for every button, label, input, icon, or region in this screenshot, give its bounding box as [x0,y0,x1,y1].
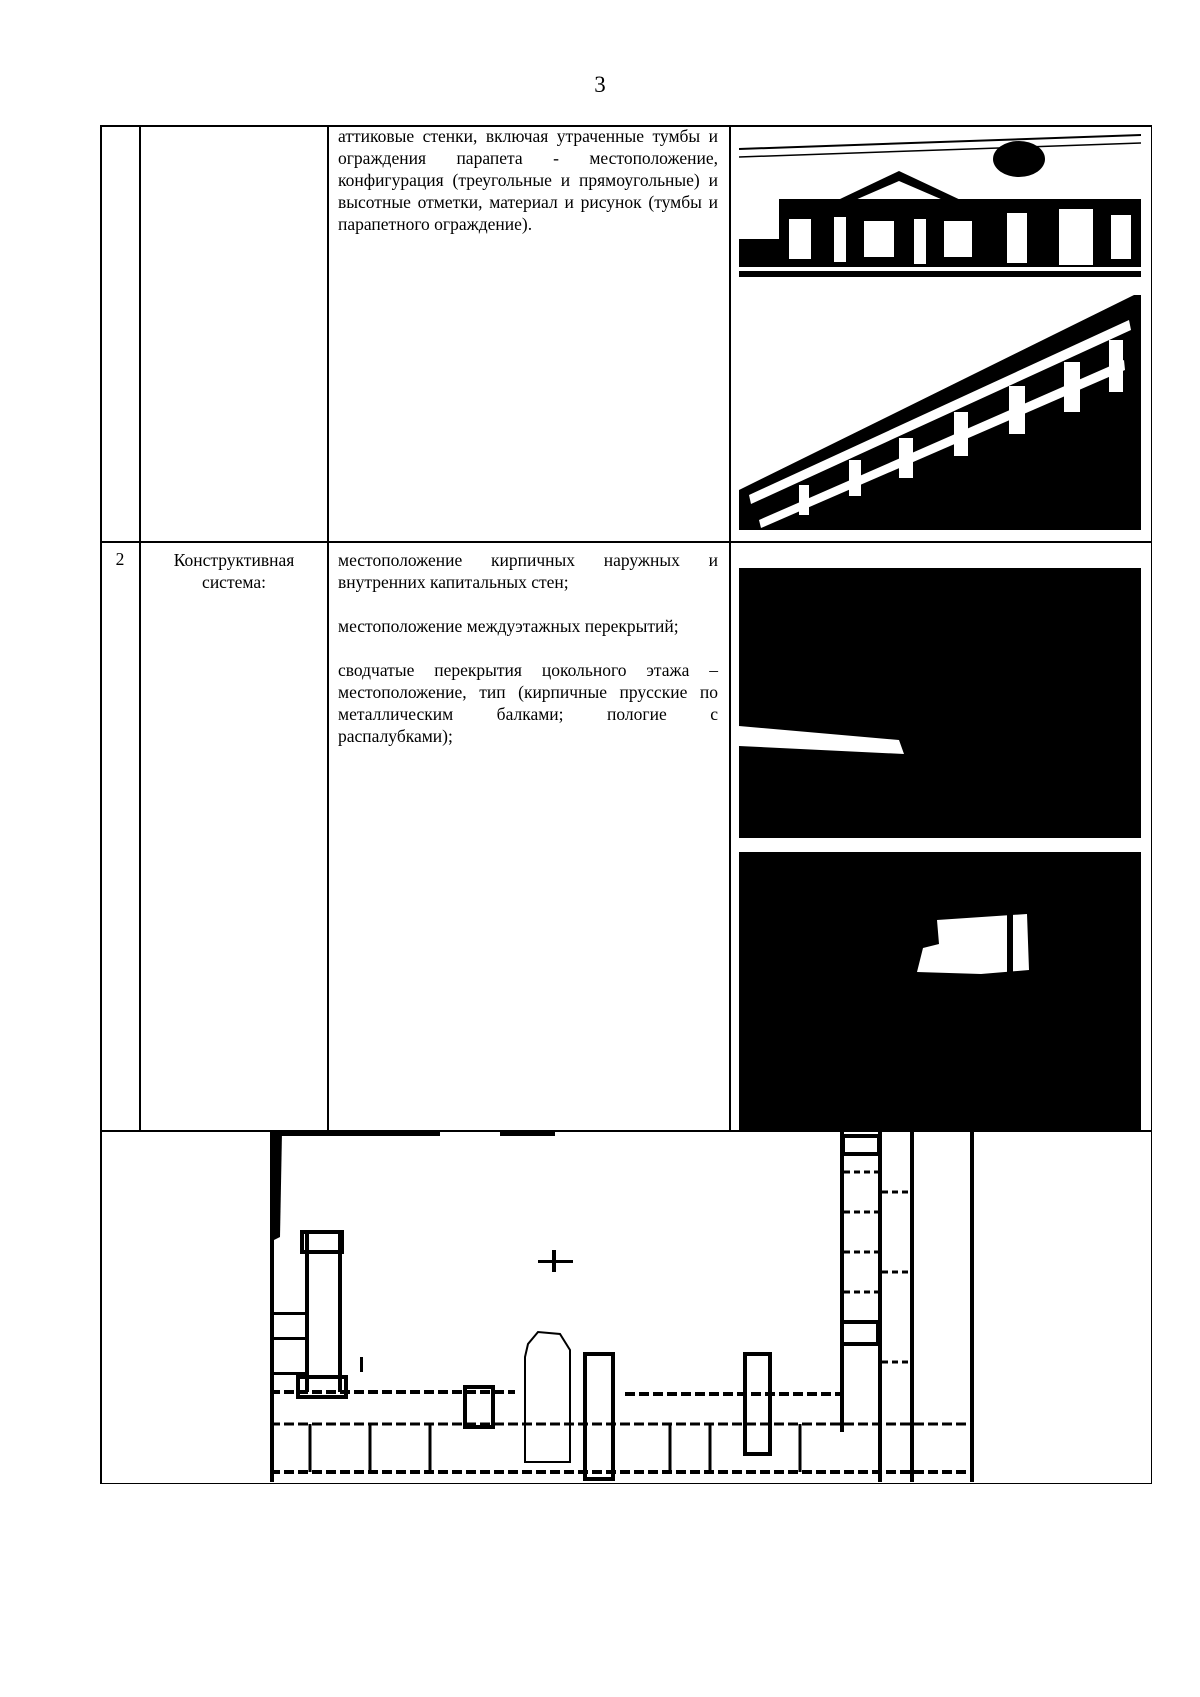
row-2-paragraph-1: местоположение кирпичных наружных и внутренних капитальных стен; [338,550,718,592]
photo-dark-interior-graphic [739,852,1141,1130]
photo-facade-pediment-icon [739,129,1141,277]
col-separator-1 [139,125,141,1131]
photo-dark-interior-icon [739,852,1141,1130]
row-2-paragraph-3: сводчатые перекрытия цокольного этажа – местоположение, тип (кирпичные прусские по металлическим балками; пологие с распалубками); [338,660,718,746]
row-2-name: Конструктивная система: [173,550,295,592]
col-separator-3 [729,125,731,1131]
row-2-number: 2 [115,549,125,569]
table-border-left [100,125,102,1484]
row-1-paragraph-1: аттиковые стенки, включая утраченные тумбы и ограждения парапета - местоположение, конфигурация (треугольные и прямоугольные) и высотные отметки, материал и рисунок (тумбы и парапетного ограждение). [338,126,718,234]
table-border-right [1151,125,1153,1484]
row-2-paragraph-2: местоположение междуэтажных перекрытий; [338,616,679,636]
photo-dark-beam-graphic [739,568,1141,838]
table-border-bottom [100,1483,1152,1485]
floor-plan-graphic [270,1132,974,1482]
row-2-description [338,549,718,769]
row-1-description [338,125,718,257]
photo-facade-perspective-icon [739,290,1141,537]
photo-dark-beam-icon [739,568,1141,838]
page-number: 3 [594,72,606,97]
col-separator-2 [327,125,329,1131]
row-separator-1 [100,541,1152,543]
photo-facade-pediment-graphic [739,129,1141,277]
floor-plan-icon [270,1132,974,1482]
photo-facade-perspective-graphic [739,290,1141,537]
